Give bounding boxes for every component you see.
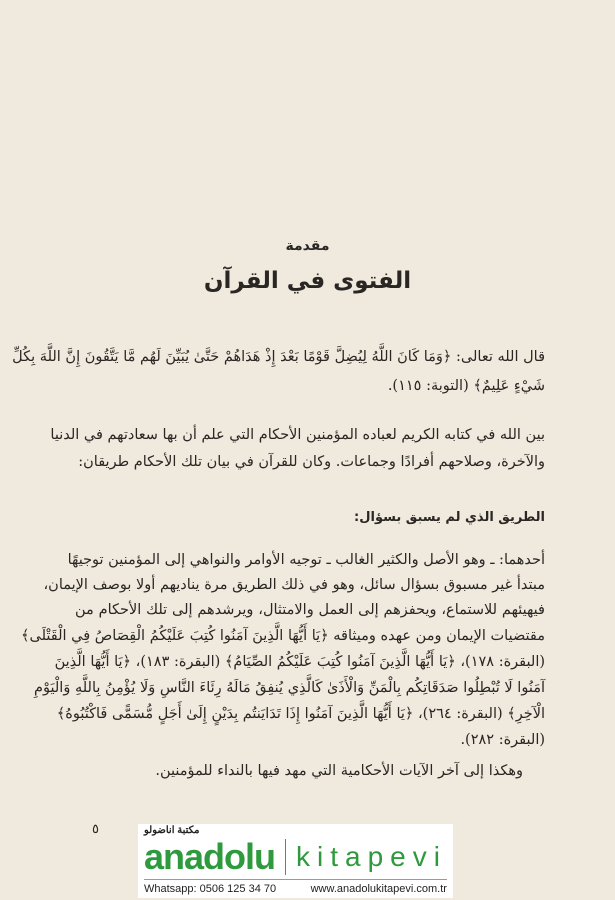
watermark-brand-2: kitapevi bbox=[296, 841, 447, 872]
watermark-logo bbox=[138, 824, 453, 898]
text-line: بين الله في كتابه الكريم لعباده المؤمنين الأحكام التي علم أن بها سعادتهم في الدنيا bbox=[50, 427, 545, 443]
watermark-brand: anadolu bbox=[144, 836, 276, 877]
watermark-arabic: مكتبة اناضولو bbox=[144, 825, 200, 836]
text-line: مبتدأ غير مسبوق بسؤال سائل، وهو في ذلك الطريق مرة يناديهم أولا بوصف الإيمان، bbox=[43, 577, 545, 593]
text-line: شَيْءٍ عَلِيمٌ﴾ (التوبة: ١١٥). bbox=[387, 378, 545, 394]
text-line: الْآخِرِ﴾ (البقرة: ٢٦٤)، ﴿يَا أَيُّهَا الَّذِينَ آمَنُوا إِذَا تَدَايَنتُم بِدَيْنٍ إِلَىٰ أَجَلٍ مُّسَمًّى فَاكْتُبُوهُ﴾ bbox=[56, 706, 545, 722]
section-heading: الطريق الذي لم يسبق بسؤال: bbox=[354, 510, 545, 525]
text-line: (البقرة: ٢٨٢). bbox=[460, 732, 545, 748]
text-line: أحدهما: ـ وهو الأصل والكثير الغالب ـ توجيه الأوامر والنواهي إلى المؤمنين توجيهًا bbox=[67, 552, 545, 568]
divider bbox=[285, 839, 286, 875]
watermark-footer bbox=[144, 882, 447, 896]
text-line: (البقرة: ١٧٨)، ﴿يَا أَيُّهَا الَّذِينَ آمَنُوا كُتِبَ عَلَيْكُمُ الصِّيَامُ﴾ (البقرة: ١٨٣)، ﴿يَا أَيُّهَا الَّذِينَ bbox=[54, 654, 545, 670]
text-line: والآخرة، وصلاحهم أفرادًا وجماعات. وكان للقرآن في بيان تلك الأحكام طريقان: bbox=[78, 454, 545, 470]
text-line: آمَنُوا لَا تُبْطِلُوا صَدَقَاتِكُم بِالْمَنِّ وَالْأَذَىٰ كَالَّذِي يُنفِقُ مَالَهُ رِئَاءَ النَّاسِ وَلَا يُؤْمِنُ بِاللَّهِ وَالْيَوْمِ bbox=[34, 680, 545, 696]
section-subtitle: مقدمة bbox=[285, 238, 330, 254]
chapter-title: الفتوى في القرآن bbox=[203, 268, 412, 294]
page-number: ٥ bbox=[92, 822, 99, 837]
divider bbox=[144, 879, 447, 880]
text-line: فيهيئهم للاستماع، ويحفزهم إلى العمل والامتثال، ويرشدهم إلى تلك الأحكام من bbox=[75, 602, 545, 618]
text-line: مقتضيات الإيمان ومن عهده وميثاقه ﴿يَا أَيُّهَا الَّذِينَ آمَنُوا كُتِبَ عَلَيْكُمُ الْقِصَاصُ فِي الْقَتْلَى﴾ bbox=[21, 628, 545, 644]
text-line: قال الله تعالى: ﴿وَمَا كَانَ اللَّهُ لِيُضِلَّ قَوْمًا بَعْدَ إِذْ هَدَاهُمْ حَتَّىٰ يُبَيِّنَ لَهُم مَّا يَتَّقُونَ إِنَّ اللَّهَ بِكُلِّ bbox=[12, 349, 545, 365]
watermark-brand-row bbox=[144, 837, 447, 877]
text-line: وهكذا إلى آخر الآيات الأحكامية التي مهد فيها بالنداء للمؤمنين. bbox=[155, 763, 523, 779]
watermark-whatsapp: Whatsapp: 0506 125 34 70 bbox=[144, 883, 277, 895]
watermark-website: www.anadolukitapevi.com.tr bbox=[310, 883, 447, 895]
